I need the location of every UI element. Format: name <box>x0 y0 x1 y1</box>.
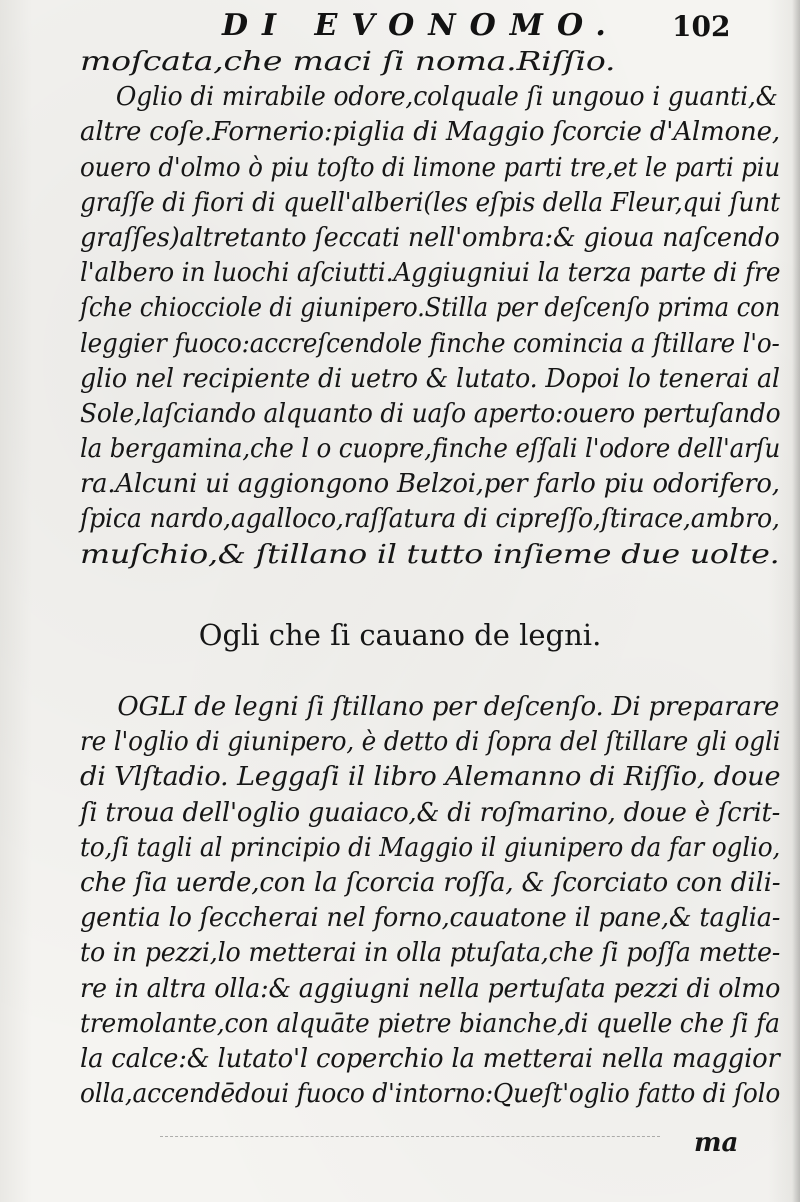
paragraph-oglio-odore <box>80 44 780 572</box>
page-edge-shadow <box>792 0 800 1202</box>
paragraph-ogli-legni <box>80 689 780 1111</box>
bleed-through-rule <box>160 1136 660 1137</box>
text-line: Oglio di mirabile odore,colquale ſi ungouo i guanti,& <box>115 81 778 113</box>
text-line: muſchio,& ſtillano il tutto inſieme due uolte. <box>80 538 780 570</box>
page-number: 102 <box>672 10 731 43</box>
text-line: re in altra olla:& aggiugni nella pertuſata pezzi di olmo <box>80 972 781 1004</box>
text-line: Sole,laſciando alquanto di uaſo aperto:ouero pertuſando <box>80 397 781 429</box>
text-line: l'albero in luochi aſciutti.Aggiugniui la terza parte di fre <box>80 257 781 289</box>
text-line: olla,accendēdoui fuoco d'intorno:Queſt'oglio fatto di ſolo <box>80 1078 781 1110</box>
text-line: la calce:& lutato'l coperchio la metterai nella maggior <box>80 1042 780 1074</box>
text-line: altre coſe.Fornerio:piglia di Maggio ſcorcie d'Almone, <box>80 116 780 148</box>
text-line: re l'oglio di giunipero, è detto di ſopra del ſtillare gli ogli <box>80 726 781 758</box>
running-title: DI EVONOMO. <box>222 8 620 43</box>
text-line: graſſe di fiori di quell'alberi(les eſpis della Fleur,qui ſunt <box>80 186 780 218</box>
catchword: ma <box>694 1128 739 1158</box>
text-line: che ſia uerde,con la ſcorcia roſſa, & ſcorciato con dili- <box>80 866 781 898</box>
text-line: di Vlſtadio. Leggaſi il libro Alemanno di Riſſio, doue <box>80 761 781 793</box>
text-line: gentia lo ſeccherai nel forno,cauatone il pane,& taglia- <box>80 902 781 934</box>
text-line: ſche chiocciole di giunipero.Stilla per deſcenſo prima con <box>80 292 781 324</box>
text-line: la bergamina,che l o cuopre,finche eſſali l'odore dell'arſu <box>80 433 781 465</box>
text-line: to in pezzi,lo metterai in olla ptuſata,che ſi poſſa mette- <box>80 937 781 969</box>
text-line: ouero d'olmo ò piu toſto di limone parti tre,et le parti piu <box>80 151 780 183</box>
text-line: to,ſi tagli al principio di Maggio il giunipero da far oglio, <box>80 831 781 863</box>
text-line: graſſes)altretanto ſeccati nell'ombra:& gioua naſcendo <box>80 221 780 253</box>
text-line: ſpica nardo,agalloco,raſſatura di cipreſſo,ſtirace,ambro, <box>80 503 780 535</box>
text-line: tremolante,con alquāte pietre bianche,di quelle che ſi fa <box>80 1007 780 1039</box>
text-line: OGLI de legni ſi ſtillano per deſcenſo. Di preparare <box>117 691 780 722</box>
text-line: ſi troua dell'oglio guaiaco,& di roſmarino, doue è ſcrit- <box>80 796 781 828</box>
section-heading: Ogli che ſi cauano de legni. <box>198 618 602 652</box>
text-line: moſcata,che maci ſi noma.Riſſio. <box>80 46 616 77</box>
text-line: leggier fuoco:accreſcendole finche comincia a ſtillare l'o- <box>80 327 780 359</box>
text-line: glio nel recipiente di uetro & lutato. Dopoi lo tenerai al <box>80 362 780 394</box>
text-line: ra.Alcuni ui aggiongono Belzoi,per farlo piu odorifero, <box>80 468 780 500</box>
